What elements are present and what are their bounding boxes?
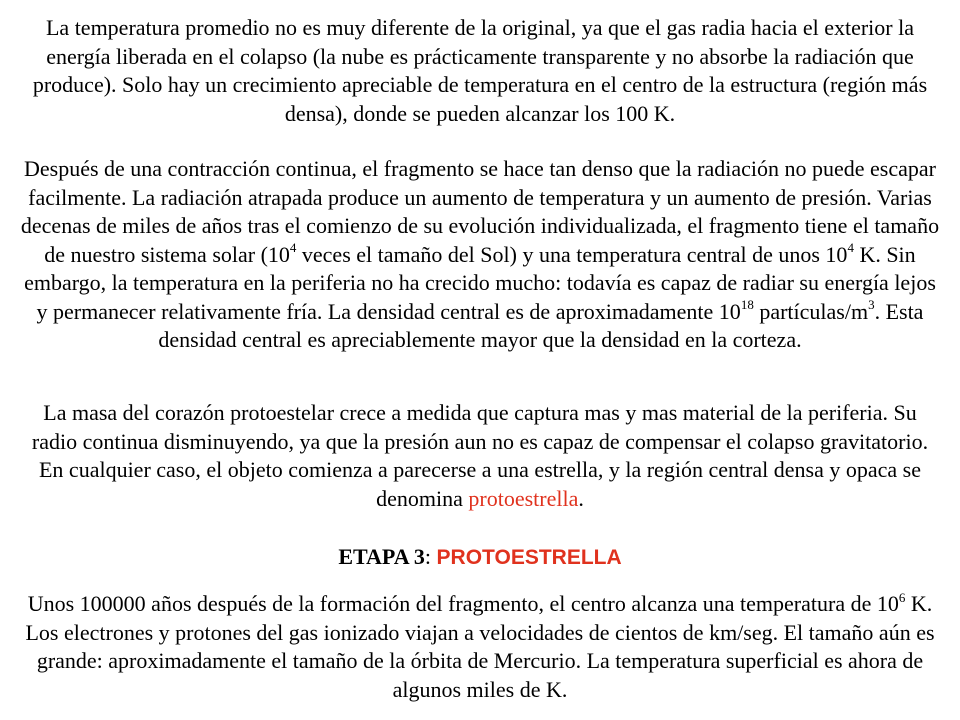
- exponent-center-temperature: 6: [898, 589, 906, 605]
- stage-title: PROTOESTRELLA: [436, 546, 622, 569]
- exponent-solar-system-size: 4: [289, 240, 297, 256]
- paragraph-3-text: La masa del corazón protoestelar crece a medida que captura mas y mas material de la periferia. Su radio continua disminuyendo, ya que la presión aun no es capaz de compensar el colapso gravitatorio. En cualquier caso, el objeto comienza a parecerse a una estrella, y la región central densa y opaca se denomina: [31, 400, 929, 511]
- paragraph-2-text-b: veces el tamaño del Sol) y una temperatura central de unos 10: [296, 241, 848, 267]
- paragraph-temperature-average: [20, 14, 940, 128]
- stage-separator: :: [424, 544, 437, 569]
- paragraph-4-text-a: Unos 100000 años después de la formación del fragmento, el centro alcanza una temperatura de 10: [27, 591, 899, 616]
- paragraph-2-text-d: partículas/m: [753, 298, 869, 324]
- paragraph-protostar-stage: [20, 590, 940, 704]
- paragraph-2-text-e: . Esta densidad central es apreciablemente mayor que la densidad en la corteza.: [158, 298, 924, 352]
- paragraph-1-text: La temperatura promedio no es muy diferente de la original, ya que el gas radia hacia el exterior la energía liberada en el colapso (la nube es prácticamente transparente y no absorbe la radiación que produce). Solo hay un crecimiento apreciable de temperatura en el centro de la estructura (región más densa), donde se pueden alcanzar los 100 K.: [32, 15, 928, 126]
- stage-heading: [20, 543, 940, 573]
- protoestrella-term: protoestrella: [468, 485, 579, 511]
- stage-label: ETAPA 3: [338, 544, 425, 569]
- exponent-central-temperature: 4: [847, 240, 854, 256]
- paragraph-2-text-c: K. Sin embargo, la temperatura en la periferia no ha crecido mucho: todavía es capaz de radiar su energía lejos y permanecer relativamente fría. La densidad central es de aproximadamente 10: [24, 241, 936, 324]
- exponent-cubic-meter: 3: [868, 297, 875, 313]
- paragraph-3-end: .: [578, 485, 584, 511]
- paragraph-protostellar-core: [20, 399, 940, 513]
- exponent-central-density: 18: [740, 297, 754, 313]
- paragraph-contraction: [20, 155, 940, 355]
- paragraph-2-text-a: Después de una contracción continua, el fragmento se hace tan denso que la radiación no puede escapar facilmente. La radiación atrapada produce un aumento de temperatura y un aumento de presión. Varias decenas de miles de años tras el comienzo de su evolución individualizada, el fragmento tiene el tamaño de nuestro sistema solar (10: [20, 156, 940, 267]
- paragraph-4-text-b: K. Los electrones y protones del gas ionizado viajan a velocidades de cientos de km/seg. El tamaño aún es grande: aproximadamente el tamaño de la órbita de Mercurio. La temperatura superficial es ahora de algunos miles de K.: [25, 591, 935, 702]
